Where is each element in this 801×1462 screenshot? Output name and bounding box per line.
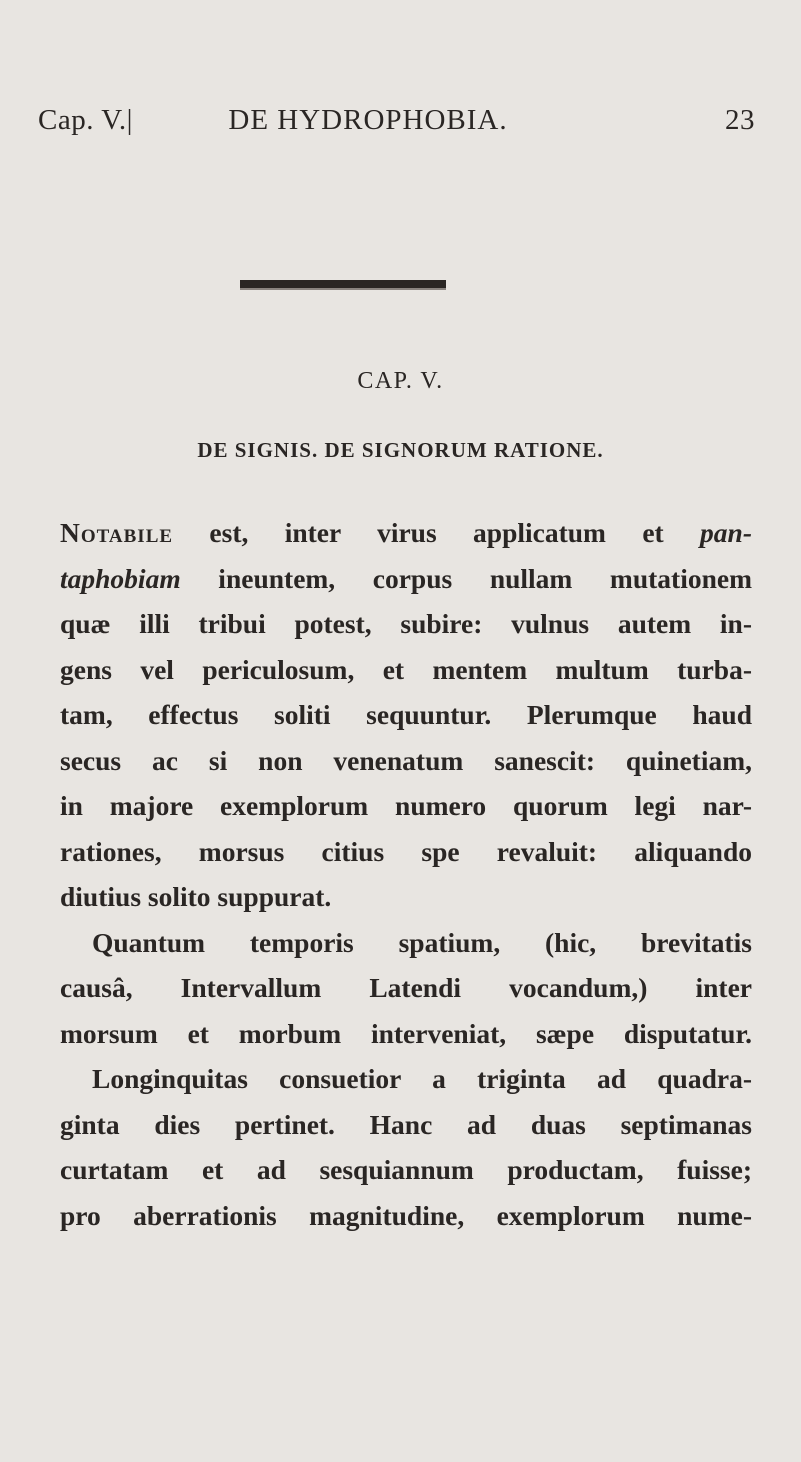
text-line: quæ illi tribui potest, subire: vulnus autem in- xyxy=(60,608,752,639)
body-text xyxy=(60,510,752,1238)
text-line: diutius solito suppurat. xyxy=(60,881,332,912)
text-line: ginta dies pertinet. Hanc ad duas septimanas xyxy=(60,1108,752,1140)
text-line: curtatam et ad sesquiannum productam, fuisse; xyxy=(60,1154,752,1185)
text-line: gens vel periculosum, et mentem multum turba- xyxy=(60,653,752,685)
text-line xyxy=(60,556,752,602)
chapter-subtitle: DE SIGNIS. DE SIGNORUM RATIONE. xyxy=(197,438,604,462)
italic-term: taphobiam xyxy=(60,562,181,594)
chapter-reference: Cap. V.| xyxy=(38,104,133,136)
text-line: in majore exemplorum numero quorum legi nar- xyxy=(60,790,752,821)
italic-term: pan- xyxy=(700,517,752,548)
text-line: pro aberrationis magnitudine, exemplorum nume- xyxy=(60,1199,752,1231)
text-line: rationes, morsus citius spe revaluit: aliquando xyxy=(60,835,752,867)
text-line: Quantum temporis spatium, (hic, brevitatis xyxy=(92,926,752,958)
chapter-heading: CAP. V. xyxy=(357,368,444,394)
text-line xyxy=(60,510,752,556)
decorative-rule xyxy=(240,280,446,288)
text-line: causâ, Intervallum Latendi vocandum,) inter xyxy=(60,972,752,1003)
opening-word: Notabile xyxy=(60,517,174,548)
page-number: 23 xyxy=(725,104,755,136)
running-title: DE HYDROPHOBIA. xyxy=(228,104,508,136)
text-line: secus ac si non venenatum sanescit: quinetiam, xyxy=(60,744,752,776)
text-line: morsum et morbum interveniat, sæpe disputatur. xyxy=(60,1017,752,1049)
text-segment: ineuntem, corpus nullam mutationem xyxy=(180,562,752,594)
text-line: Longinquitas consuetior a triginta ad quadra- xyxy=(92,1063,752,1094)
running-head xyxy=(38,104,755,144)
text-line: tam, effectus soliti sequuntur. Plerumque haud xyxy=(60,699,752,730)
text-segment: est, inter virus applicatum et xyxy=(173,517,701,548)
